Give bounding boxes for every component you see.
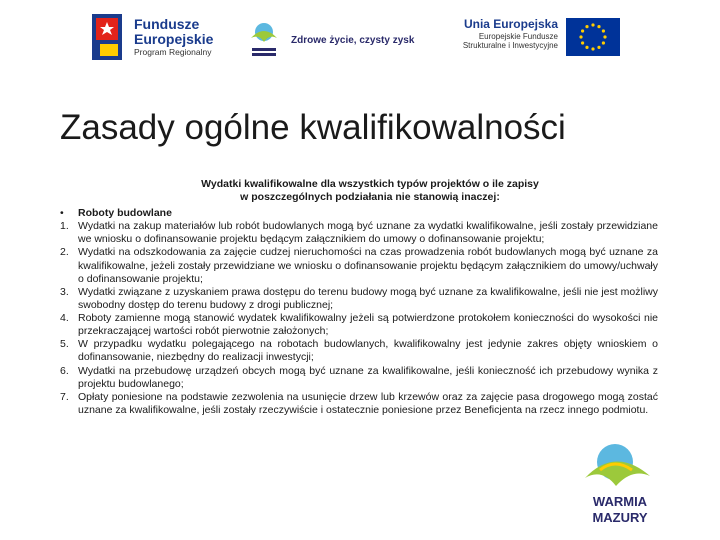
- item-text: W przypadku wydatku polegającego na robotach budowlanych, kwalifikowalny jest jedynie zakres objęty wnioskiem o dofinansowanie, niezbędny do realizacji inwestycji;: [78, 338, 658, 364]
- item-text: Wydatki na zakup materiałów lub robót budowlanych mogą być uznane za wydatki kwalifikowalne, jeśli zostały przewidziane we wniosku o dofinansowanie projektu będącym załącznikiem do umowy o dofinansowanie projektu;: [78, 220, 658, 246]
- slide-title: Zasady ogólne kwalifikowalności: [60, 108, 566, 147]
- wm-brand-line1: WARMIA: [592, 494, 648, 509]
- wm-brand-line2: MAZURY: [592, 510, 648, 525]
- list-item: [60, 312, 658, 338]
- fe-logo-line2: Europejskie: [134, 31, 214, 47]
- ue-logo-line2: Europejskie Fundusze: [478, 32, 558, 42]
- ue-logo-line1: Unia Europejska: [463, 17, 558, 31]
- item-text: Wydatki na przebudowę urządzeń obcych mogą być uznane za kwalifikowalne, jeśli konieczność ich przebudowy wynika z projektu budowlanego;: [78, 364, 658, 390]
- slide-subtitle: [130, 178, 610, 203]
- item-text: Wydatki związane z uzyskaniem prawa dostępu do terenu budowy mogą być uznane za kwalifikowalne, jeśli nie jest możliwy swobodny dostęp do terenu budowy z drogi publicznej;: [78, 285, 658, 311]
- eu-flag-icon: [566, 18, 620, 56]
- header-logos: [0, 0, 720, 80]
- bullet-text: Roboty budowlane: [78, 207, 172, 219]
- fundusze-europejskie-logo: [92, 14, 222, 66]
- item-number: 5.: [60, 338, 69, 351]
- wm-slogan: Zdrowe życie, czysty zysk: [291, 35, 415, 46]
- list-item: [60, 246, 658, 285]
- fe-star-icon: [92, 14, 128, 60]
- item-text: Opłaty poniesione na podstawie zezwolenia na usunięcie drzew lub krzewów oraz za zajęcie pasa drogowego mogą zostać uznane za kwalifikowalne, jeśli zostały rzeczywiście i ostatecznie poniesione przez Beneficjenta na rzecz innego podmiotu.: [78, 390, 658, 416]
- list-item: [60, 391, 658, 417]
- rules-list: [60, 220, 658, 417]
- fe-logo-line3: Program Regionalny: [134, 47, 212, 57]
- fe-logo-line1: Fundusze: [134, 16, 200, 32]
- subtitle-line2: w poszczególnych podziałania nie stanowią inaczej:: [240, 190, 500, 203]
- item-number: 1.: [60, 220, 69, 233]
- item-number: 2.: [60, 246, 69, 259]
- item-number: 4.: [60, 312, 69, 324]
- item-text: Roboty zamienne mogą stanowić wydatek kwalifikowalny jeżeli są potwierdzone protokołem konieczności do wysokości nie przekraczającej wartości robót pierwotnie założonych;: [78, 312, 658, 338]
- subtitle-line1: Wydatki kwalifikowalne dla wszystkich typów projektów o ile zapisy: [201, 178, 539, 190]
- list-item: [60, 365, 658, 391]
- item-number: 3.: [60, 285, 69, 298]
- bullet-marker: •: [60, 207, 64, 219]
- warmia-mazury-logo: [247, 18, 417, 64]
- item-number: 7.: [60, 390, 69, 403]
- unia-europejska-logo: [450, 14, 630, 66]
- item-text: Wydatki na odszkodowania za zajęcie cudzej nieruchomości na czas prowadzenia robót budowlanych mogą być uznane za kwalifikowalne, jeżeli zostały przewidziane we wniosku o dofinansowanie projektu będącym załącznikiem do umowy/uchwały o dofinansowanie projektu;: [78, 246, 658, 285]
- slide-content: [60, 207, 658, 417]
- item-number: 6.: [60, 364, 69, 377]
- bullet-heading: [60, 207, 658, 220]
- warmia-mazury-large-icon: [570, 440, 670, 530]
- ue-logo-line3: Strukturalne i Inwestycyjne: [462, 40, 558, 50]
- warmia-mazury-icon: [247, 18, 281, 60]
- list-item: [60, 286, 658, 312]
- list-item: [60, 338, 658, 364]
- list-item: [60, 220, 658, 246]
